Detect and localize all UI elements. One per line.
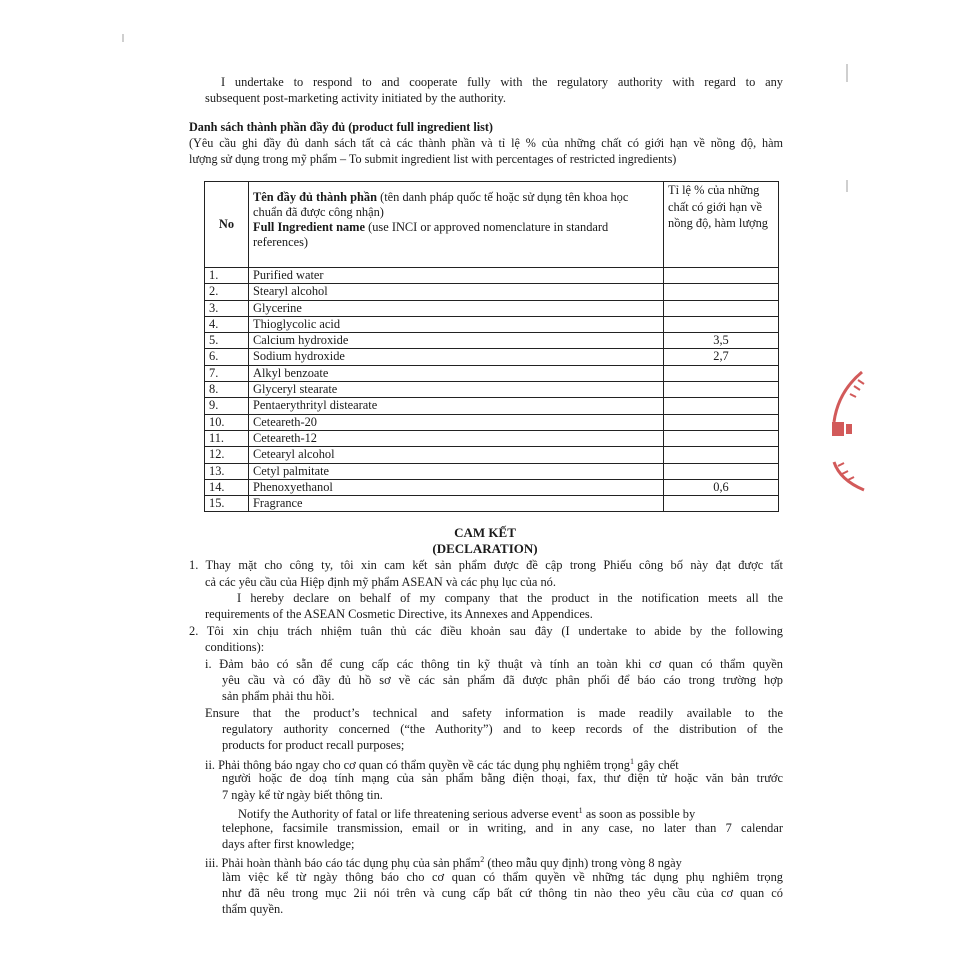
row-pct xyxy=(664,382,779,398)
row-name: Stearyl alcohol xyxy=(249,284,664,300)
declaration-text: Ensure that the product’s technical and safety information is made readily available to the xyxy=(205,706,783,720)
text-span: (theo mẫu quy định) trong vòng 8 ngày xyxy=(484,856,682,871)
declaration-text: người hoặc đe doạ tính mạng của sản phẩm bằng điện thoại, fax, thư điện tử hoặc văn bản trước xyxy=(222,771,783,785)
table-row xyxy=(205,398,779,414)
row-no: 2. xyxy=(205,284,249,300)
row-no: 3. xyxy=(205,300,249,316)
row-pct xyxy=(664,300,779,316)
header-name-en-bold: Full Ingredient name xyxy=(253,220,365,234)
header-no: No xyxy=(205,182,249,268)
row-no: 15. xyxy=(205,496,249,512)
row-no: 12. xyxy=(205,447,249,463)
declaration-title-vn: CAM KẾT xyxy=(454,525,516,540)
ingredient-table xyxy=(204,181,779,512)
declaration-text: 7 ngày kể từ ngày biết thông tin. xyxy=(222,788,383,802)
table-row xyxy=(205,447,779,463)
row-no: 13. xyxy=(205,463,249,479)
declaration-text: regulatory authority concerned (“the Authority”) and to keep records of the distribution of the xyxy=(222,722,783,736)
declaration-text: days after first knowledge; xyxy=(222,837,355,851)
row-pct xyxy=(664,365,779,381)
row-name: Pentaerythrityl distearate xyxy=(249,398,664,414)
row-name: Fragrance xyxy=(249,496,664,512)
row-pct: 0,6 xyxy=(664,479,779,495)
table-row xyxy=(205,496,779,512)
table-row xyxy=(205,430,779,446)
row-pct: 2,7 xyxy=(664,349,779,365)
table-row xyxy=(205,349,779,365)
declaration-text: yêu cầu và có đầy đủ hồ sơ về các sản phẩm đã được phân phối để báo cáo trong trường hợp xyxy=(222,673,783,687)
row-pct xyxy=(664,268,779,284)
row-name: Sodium hydroxide xyxy=(249,349,664,365)
row-no: 1. xyxy=(205,268,249,284)
scan-speck xyxy=(846,180,848,192)
row-pct xyxy=(664,496,779,512)
declaration-text: I hereby declare on behalf of my company that the product in the notification meets all the xyxy=(237,591,783,605)
row-name: Phenoxyethanol xyxy=(249,479,664,495)
declaration-text: thẩm quyền. xyxy=(222,902,284,916)
row-name: Glycerine xyxy=(249,300,664,316)
header-name-en-rest: (use INCI or approved nomenclature in standard references) xyxy=(253,220,609,249)
row-no: 10. xyxy=(205,414,249,430)
row-pct xyxy=(664,284,779,300)
declaration-text: sản phẩm phải thu hồi. xyxy=(222,689,335,703)
row-name: Alkyl benzoate xyxy=(249,365,664,381)
row-no: 4. xyxy=(205,316,249,332)
row-pct: 3,5 xyxy=(664,333,779,349)
declaration-title-en: (DECLARATION) xyxy=(432,541,538,556)
row-name: Thioglycolic acid xyxy=(249,316,664,332)
header-ingredient-name xyxy=(249,182,664,268)
row-pct xyxy=(664,414,779,430)
row-no: 14. xyxy=(205,479,249,495)
row-no: 7. xyxy=(205,365,249,381)
declaration-text: conditions): xyxy=(205,640,265,654)
row-no: 8. xyxy=(205,382,249,398)
text-span: ii. Phải thông báo ngay cho cơ quan có thẩm quyền về các tác dụng phụ nghiêm trọng xyxy=(205,758,630,773)
table-row xyxy=(205,333,779,349)
text-span: Notify the Authority of fatal or life threatening serious adverse event xyxy=(238,807,579,822)
table-header-row xyxy=(205,182,779,268)
row-pct xyxy=(664,463,779,479)
declaration-text: i. Đảm bảo có sẵn để cung cấp các thông tin kỹ thuật và tính an toàn khi cơ quan có thẩm quyền xyxy=(205,657,783,671)
table-row xyxy=(205,316,779,332)
declaration-text: làm việc kể từ ngày thông báo cho cơ quan có thẩm quyền về những tác dụng phụ nghiêm trọng xyxy=(222,870,783,884)
table-row xyxy=(205,284,779,300)
row-name: Purified water xyxy=(249,268,664,284)
table-row xyxy=(205,479,779,495)
declaration-text: requirements of the ASEAN Cosmetic Directive, its Annexes and Appendices. xyxy=(205,607,593,621)
scan-speck xyxy=(122,34,124,42)
row-no: 6. xyxy=(205,349,249,365)
declaration-text: 2. Tôi xin chịu trách nhiệm tuân thủ các điều khoản sau đây (I undertake to abide by the following xyxy=(189,624,783,638)
footnote-marker: 1 xyxy=(578,806,583,815)
declaration-text: telephone, facsimile transmission, email or in writing, and in any case, no later than 7 calendar xyxy=(222,821,783,835)
row-no: 5. xyxy=(205,333,249,349)
declaration-text: cả các yêu cầu của Hiệp định mỹ phẩm ASEAN và các phụ lục của nó. xyxy=(205,575,556,589)
row-name: Ceteareth-12 xyxy=(249,430,664,446)
table-row xyxy=(205,365,779,381)
text-span: gây chết xyxy=(633,758,679,773)
table-row xyxy=(205,268,779,284)
ingredient-list-note: (Yêu cầu ghi đầy đủ danh sách tất cả các thành phần và tỉ lệ % của những chất có giới hạn về nồng độ, hàm xyxy=(189,136,783,150)
footnote-marker: 1 xyxy=(629,757,634,766)
header-name-vn-rest: (tên danh pháp quốc tế hoặc sử dụng tên khoa học chuẩn đã được công nhận) xyxy=(253,190,629,219)
row-no: 9. xyxy=(205,398,249,414)
stamp-fragment xyxy=(818,362,868,502)
declaration-text: 1. Thay mặt cho công ty, tôi xin cam kết sản phẩm được đề cập trong Phiếu công bố này đạt được tất xyxy=(189,558,783,572)
ingredient-list-heading: Danh sách thành phần đầy đủ (product full ingredient list) xyxy=(189,120,493,134)
scan-speck xyxy=(846,64,848,82)
intro-line: I undertake to respond to and cooperate fully with the regulatory authority with regard to any xyxy=(221,75,783,89)
row-pct xyxy=(664,398,779,414)
row-name: Cetyl palmitate xyxy=(249,463,664,479)
table-row xyxy=(205,382,779,398)
declaration-text: products for product recall purposes; xyxy=(222,738,405,752)
row-pct xyxy=(664,316,779,332)
row-name: Cetearyl alcohol xyxy=(249,447,664,463)
row-name: Glyceryl stearate xyxy=(249,382,664,398)
row-pct xyxy=(664,430,779,446)
ingredient-list-note: lượng sử dụng trong mỹ phẩm – To submit ingredient list with percentages of restricted ingredients) xyxy=(189,152,677,166)
intro-line: subsequent post-marketing activity initiated by the authority. xyxy=(205,91,506,105)
row-no: 11. xyxy=(205,430,249,446)
row-name: Calcium hydroxide xyxy=(249,333,664,349)
header-percentage: Tỉ lệ % của những chất có giới hạn về nồng độ, hàm lượng xyxy=(664,182,779,268)
footnote-marker: 2 xyxy=(480,855,485,864)
row-name: Ceteareth-20 xyxy=(249,414,664,430)
header-name-vn-bold: Tên đầy đủ thành phần xyxy=(253,190,377,204)
table-row xyxy=(205,463,779,479)
table-row xyxy=(205,414,779,430)
declaration-text: như đã nêu trong mục 2ii nói trên và cung cấp bất cứ thông tin nào theo yêu cầu của cơ quan có xyxy=(222,886,783,900)
row-pct xyxy=(664,447,779,463)
text-span: as soon as possible by xyxy=(582,807,696,822)
text-span: iii. Phải hoàn thành báo cáo tác dụng phụ của sản phẩm xyxy=(205,856,481,871)
table-row xyxy=(205,300,779,316)
